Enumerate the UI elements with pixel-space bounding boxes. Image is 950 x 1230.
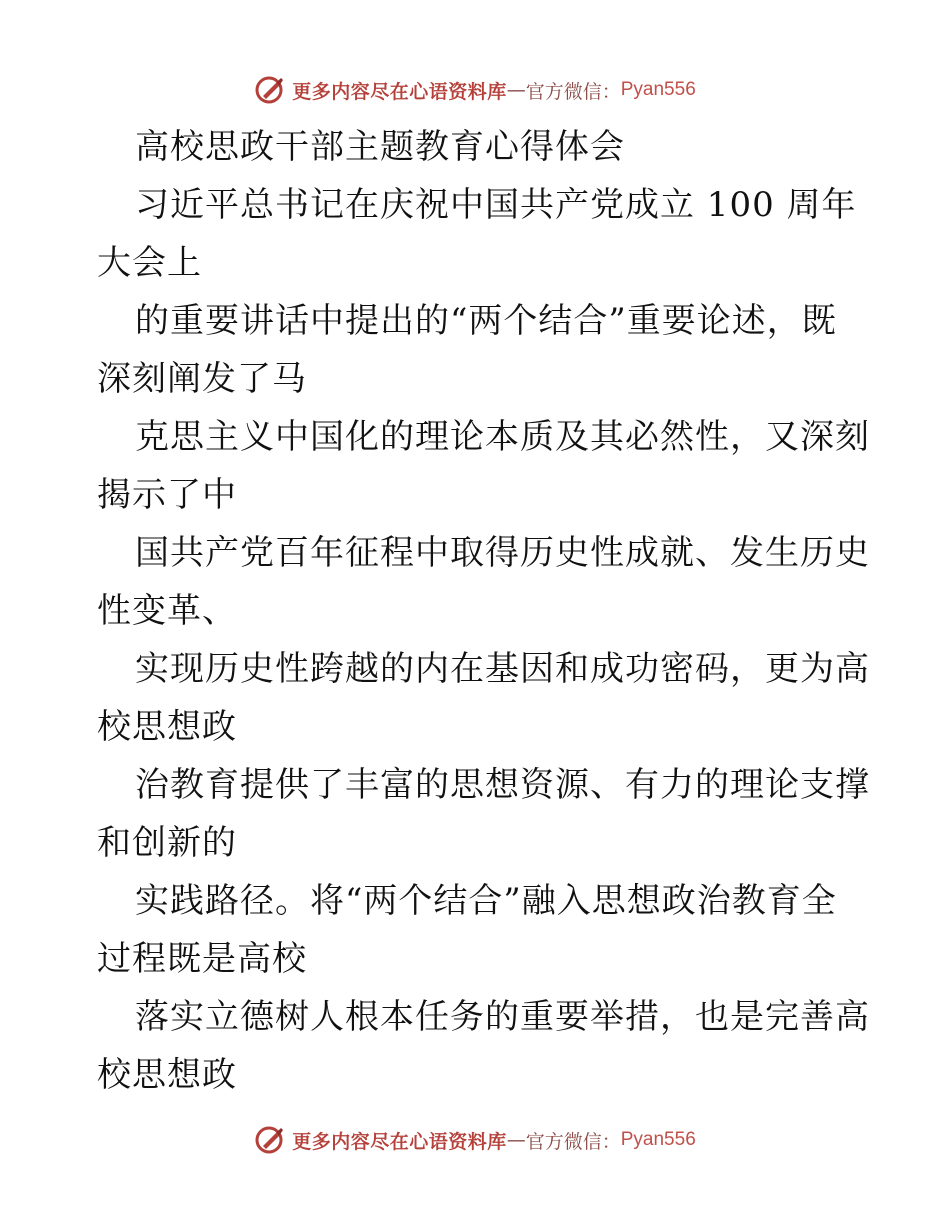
watermark-main-text: 更多内容尽在心语资料库 — [292, 1130, 507, 1153]
watermark-separator: — — [506, 1129, 526, 1151]
document-line: 习近平总书记在庆祝中国共产党成立 100 周年 — [135, 185, 857, 225]
pen-logo-icon — [254, 74, 286, 106]
document-title: 高校思政干部主题教育心得体会 — [135, 127, 625, 167]
document-line: 性变革、 — [97, 591, 237, 631]
document-line: 克思主义中国化的理论本质及其必然性，又深刻 — [135, 417, 870, 457]
document-line: 实践路径。将“两个结合”融入思想政治教育全 — [135, 881, 837, 921]
watermark-main-text: 更多内容尽在心语资料库 — [292, 80, 507, 103]
watermark-label: 官方微信： — [525, 80, 621, 103]
document-line: 和创新的 — [97, 823, 237, 863]
document-line: 国共产党百年征程中取得历史性成就、发生历史 — [135, 533, 870, 573]
document-line: 落实立德树人根本任务的重要举措，也是完善高 — [135, 997, 870, 1037]
watermark-wechat-id: Pyan556 — [620, 1129, 696, 1150]
document-line: 校思想政 — [97, 707, 237, 747]
document-body — [97, 118, 870, 1104]
document-line: 过程既是高校 — [97, 939, 307, 979]
document-line: 深刻阐发了马 — [97, 359, 307, 399]
pen-logo-icon — [254, 1124, 286, 1156]
document-line: 的重要讲话中提出的“两个结合”重要论述，既 — [135, 301, 837, 341]
document-line: 大会上 — [97, 243, 202, 283]
document-line: 校思想政 — [97, 1055, 237, 1095]
watermark-wechat-id: Pyan556 — [620, 79, 696, 100]
document-line: 治教育提供了丰富的思想资源、有力的理论支撑 — [135, 765, 870, 805]
document-line: 揭示了中 — [97, 475, 237, 515]
footer-watermark — [0, 1120, 950, 1160]
document-line: 实现历史性跨越的内在基因和成功密码，更为高 — [135, 649, 870, 689]
watermark-label: 官方微信： — [525, 1130, 621, 1153]
header-watermark — [0, 70, 950, 110]
watermark-separator: — — [506, 79, 526, 101]
